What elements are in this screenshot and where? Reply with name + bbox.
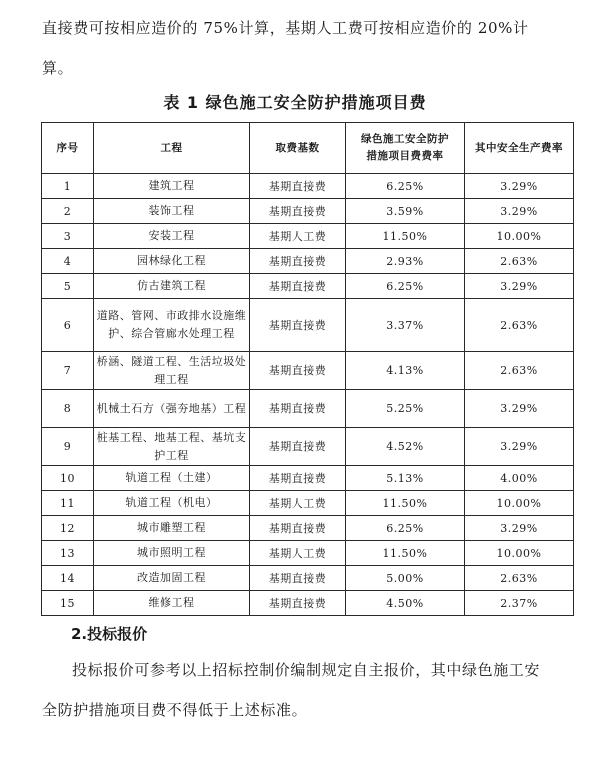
- table-row: [42, 390, 574, 428]
- cell-safety-rate: 3.29%: [465, 174, 574, 199]
- header-rate: 绿色施工安全防护措施项目费费率: [346, 123, 465, 174]
- cell-base: 基期人工费: [250, 541, 346, 566]
- cell-base: 基期直接费: [250, 352, 346, 390]
- cell-no: 7: [42, 352, 94, 390]
- cell-rate: 5.25%: [346, 390, 465, 428]
- cell-safety-rate: 3.29%: [465, 428, 574, 466]
- cell-project: 安装工程: [94, 224, 250, 249]
- cell-safety-rate: 4.00%: [465, 466, 574, 491]
- table-row: [42, 224, 574, 249]
- cell-safety-rate: 3.29%: [465, 199, 574, 224]
- table-row: [42, 352, 574, 390]
- cell-rate: 6.25%: [346, 174, 465, 199]
- table-caption: 表 1 绿色施工安全防护措施项目费: [163, 93, 427, 112]
- fee-rate-table: [41, 122, 574, 616]
- cell-base: 基期直接费: [250, 274, 346, 299]
- header-base: 取费基数: [250, 123, 346, 174]
- cell-safety-rate: 3.29%: [465, 516, 574, 541]
- header-safety-rate: 其中安全生产费率: [465, 123, 574, 174]
- table-row: [42, 591, 574, 616]
- cell-base: 基期直接费: [250, 516, 346, 541]
- cell-project: 桩基工程、地基工程、基坑支护工程: [94, 428, 250, 466]
- cell-no: 3: [42, 224, 94, 249]
- section-heading: 2.投标报价: [71, 625, 148, 643]
- table-row: [42, 174, 574, 199]
- table-row: [42, 274, 574, 299]
- table-row: [42, 249, 574, 274]
- cell-no: 12: [42, 516, 94, 541]
- cell-base: 基期直接费: [250, 591, 346, 616]
- cell-rate: 4.13%: [346, 352, 465, 390]
- cell-base: 基期直接费: [250, 390, 346, 428]
- cell-rate: 11.50%: [346, 224, 465, 249]
- cell-rate: 11.50%: [346, 491, 465, 516]
- cell-safety-rate: 3.29%: [465, 274, 574, 299]
- cell-rate: 3.37%: [346, 299, 465, 352]
- cell-no: 10: [42, 466, 94, 491]
- cell-project: 道路、管网、市政排水设施维护、综合管廊水处理工程: [94, 299, 250, 352]
- cell-rate: 6.25%: [346, 516, 465, 541]
- cell-project: 改造加固工程: [94, 566, 250, 591]
- cell-no: 13: [42, 541, 94, 566]
- cell-project: 装饰工程: [94, 199, 250, 224]
- cell-rate: 2.93%: [346, 249, 465, 274]
- cell-no: 8: [42, 390, 94, 428]
- cell-rate: 5.13%: [346, 466, 465, 491]
- cell-base: 基期直接费: [250, 466, 346, 491]
- cell-project: 桥涵、隧道工程、生活垃圾处理工程: [94, 352, 250, 390]
- cell-base: 基期直接费: [250, 428, 346, 466]
- cell-rate: 3.59%: [346, 199, 465, 224]
- cell-project: 建筑工程: [94, 174, 250, 199]
- cell-safety-rate: 2.63%: [465, 352, 574, 390]
- cell-project: 轨道工程（机电）: [94, 491, 250, 516]
- cell-rate: 11.50%: [346, 541, 465, 566]
- cell-project: 城市照明工程: [94, 541, 250, 566]
- cell-safety-rate: 10.00%: [465, 224, 574, 249]
- table-row: [42, 199, 574, 224]
- cell-safety-rate: 2.63%: [465, 249, 574, 274]
- cell-no: 9: [42, 428, 94, 466]
- table-row: [42, 566, 574, 591]
- cell-project: 轨道工程（土建）: [94, 466, 250, 491]
- cell-no: 4: [42, 249, 94, 274]
- cell-base: 基期人工费: [250, 491, 346, 516]
- cell-base: 基期直接费: [250, 299, 346, 352]
- table-row: [42, 428, 574, 466]
- cell-base: 基期直接费: [250, 566, 346, 591]
- section-paragraph: 投标报价可参考以上招标控制价编制规定自主报价，其中绿色施工安全防护措施项目费不得低于上述标准。: [42, 661, 541, 719]
- cell-project: 机械土石方（强夯地基）工程: [94, 390, 250, 428]
- table-header-row: [42, 123, 574, 174]
- cell-safety-rate: 3.29%: [465, 390, 574, 428]
- cell-no: 5: [42, 274, 94, 299]
- cell-no: 14: [42, 566, 94, 591]
- cell-base: 基期直接费: [250, 174, 346, 199]
- cell-no: 2: [42, 199, 94, 224]
- cell-no: 11: [42, 491, 94, 516]
- cell-rate: 5.00%: [346, 566, 465, 591]
- cell-safety-rate: 10.00%: [465, 491, 574, 516]
- cell-project: 仿古建筑工程: [94, 274, 250, 299]
- cell-base: 基期人工费: [250, 224, 346, 249]
- header-no: 序号: [42, 123, 94, 174]
- intro-paragraph: 直接费可按相应造价的 75%计算，基期人工费可按相应造价的 20%计算。: [42, 19, 529, 77]
- table-row: [42, 541, 574, 566]
- table-row: [42, 516, 574, 541]
- cell-rate: 4.50%: [346, 591, 465, 616]
- cell-no: 6: [42, 299, 94, 352]
- cell-no: 15: [42, 591, 94, 616]
- cell-rate: 4.52%: [346, 428, 465, 466]
- cell-safety-rate: 2.37%: [465, 591, 574, 616]
- cell-base: 基期直接费: [250, 249, 346, 274]
- cell-project: 城市雕塑工程: [94, 516, 250, 541]
- cell-project: 维修工程: [94, 591, 250, 616]
- cell-safety-rate: 2.63%: [465, 299, 574, 352]
- cell-rate: 6.25%: [346, 274, 465, 299]
- table-row: [42, 491, 574, 516]
- cell-safety-rate: 10.00%: [465, 541, 574, 566]
- cell-project: 园林绿化工程: [94, 249, 250, 274]
- cell-safety-rate: 2.63%: [465, 566, 574, 591]
- table-row: [42, 299, 574, 352]
- header-project: 工程: [94, 123, 250, 174]
- cell-base: 基期直接费: [250, 199, 346, 224]
- table-row: [42, 466, 574, 491]
- cell-no: 1: [42, 174, 94, 199]
